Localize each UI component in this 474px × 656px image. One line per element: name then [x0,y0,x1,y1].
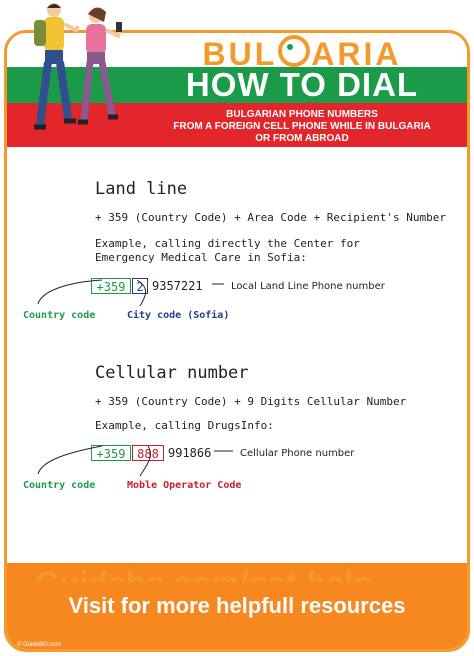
landline-country-label: Country code [23,310,96,321]
cellular-country-code-box: +359 [91,445,131,461]
landline-example-line-1: Example, calling directly the Center for [95,237,360,250]
landline-number-note: Local Land Line Phone number [231,281,385,292]
subtitle-line-2: FROM A FOREIGN CELL PHONE WHILE IN BULGARIA [173,121,431,132]
cellular-operator-code-box: 888 [132,445,164,461]
subtitle-line-3: OR FROM ABROAD [255,133,349,144]
cta-text: Visit for more helpfull resources [68,593,406,618]
brand-title-end: ARIA [311,36,402,72]
cellular-heading: Cellular number [95,363,249,383]
landline-city-label: City code (Sofia) [127,310,230,321]
cellular-example: Example, calling DrugsInfo: [95,419,274,432]
tourists-illustration [20,0,140,135]
copyright-text: © GuideBG.com [17,642,61,648]
page-title: HOW TO DIAL [185,66,419,103]
landline-country-code-box: +359 [91,278,131,294]
subtitle-line-1: BULGARIAN PHONE NUMBERS [226,109,378,120]
cellular-formula: + 359 (Country Code) + 9 Digits Cellular Number [95,395,407,408]
cellular-number-note: Cellular Phone number [240,448,355,459]
cellular-operator-connector [140,446,151,476]
landline-heading: Land line [95,179,188,199]
brand-title-start: BUL [202,36,278,72]
landline-city-connector [137,280,146,306]
cellular-number: 991866 [168,446,212,460]
cellular-operator-label: Moble Operator Code [127,480,242,491]
cellular-country-connector [38,446,102,474]
landline-formula: + 359 (Country Code) + Area Code + Recipient's Number [95,211,446,224]
landline-example-line-2: Emergency Medical Care in Sofia: [95,251,307,264]
landline-area-code-box: 2 [132,278,148,294]
cellular-country-label: Country code [23,480,96,491]
landline-number: 9357221 [152,279,203,293]
landline-country-connector [38,280,102,304]
